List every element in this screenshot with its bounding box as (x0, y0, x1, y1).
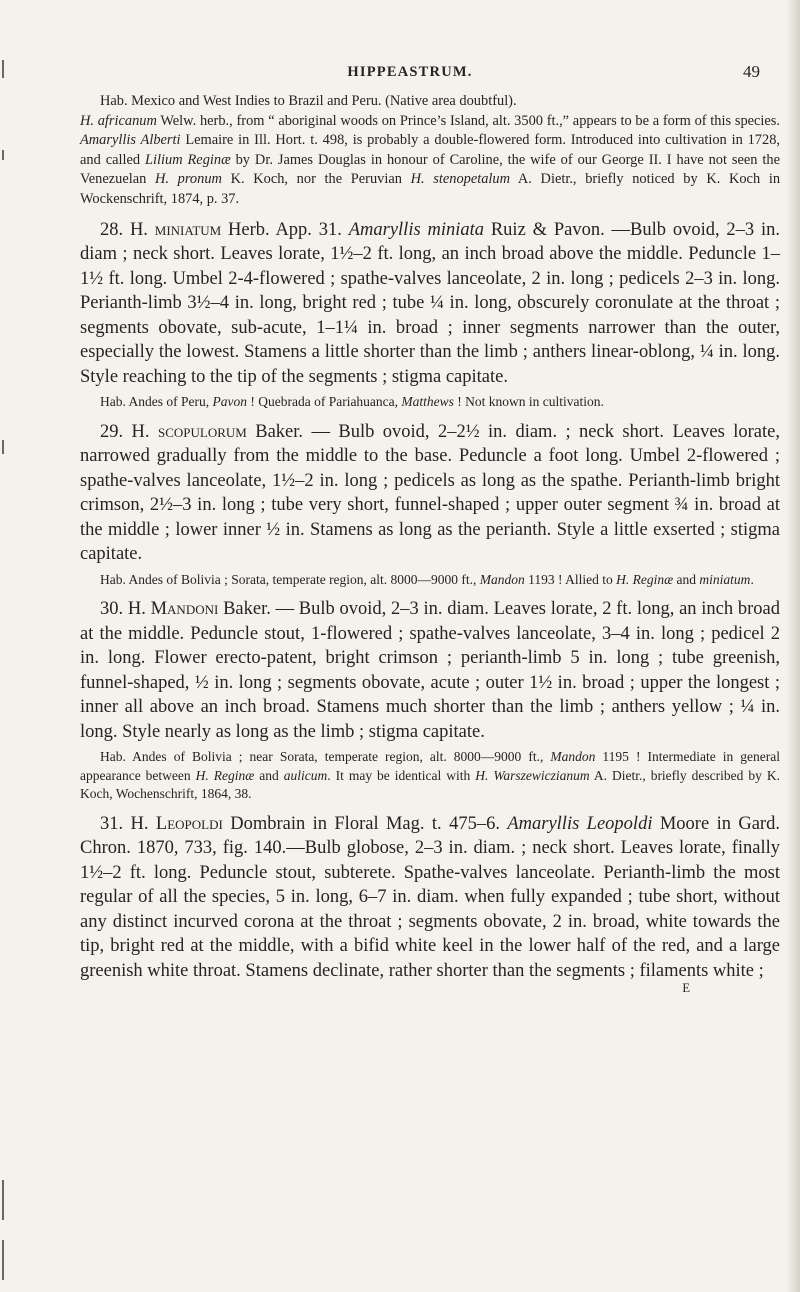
entry-28-synonym: Amaryllis miniata (348, 219, 485, 240)
entry-31-citation: Dombrain in Floral Mag. t. 475–6. (222, 813, 508, 834)
lilium-text: by Dr. James Douglas in honour of Caroline, the wife of our George II. I have not seen the Venezuelan (80, 151, 781, 188)
africanum-text: Welw. herb., from “ aboriginal woods on Prince’s Island, alt. 3500 ft.,” appears to be a form of this species. (156, 112, 780, 129)
entry-30-hab-text-5: A. Dietr., briefly described by K. Koch, Wochenschrift, 1864, 38. (80, 767, 780, 802)
entry-29-hab-text-3: and (673, 571, 700, 587)
entry-30-ref-1: H. Reginæ (195, 767, 255, 783)
entry-30-hab-text-2: 1195 ! Intermediate in general appearance between (80, 749, 780, 783)
stenopetalum-name: H. stenopetalum (410, 171, 511, 188)
entry-28-collector-2: Matthews (401, 394, 454, 410)
entry-30 (80, 597, 780, 744)
intro-paragraph (80, 92, 780, 210)
entry-29-name: scopulorum (157, 421, 247, 442)
entry-29-habitat (80, 571, 780, 590)
alberti-text: Lemaire in Ill. Hort. t. 498, is probably a double-flowered form. Introduced into cultivation in 1728, and called (80, 132, 780, 168)
entry-28-description: Ruiz & Pavon. —Bulb ovoid, 2–3 in. diam ; neck short. Leaves lorate, 1½–2 ft. long, an inch broad above the middle. Peduncle 1–1½ ft. long. Umbel 2-4-flowered ; spathe-valves lanceolate, 2 in. long ; pedicels 2–3 in. long. Perianth-limb 3½–4 in. long, bright red ; tube ¼ in. long, obscurely coronulate at the throat ; segments obovate, sub-acute, 1–1¼ in. broad ; inner segments narrower than the outer, especially the lowest. Stamens a little shorter than the limb ; anthers linear-oblong, ¼ in. long. Style reaching to the tip of the segments ; stigma capitate. (80, 219, 780, 387)
entry-30-hab-text-3: and (254, 767, 284, 783)
pronum-text: K. Koch, nor the Peruvian (221, 171, 411, 188)
entry-29-description: Baker. — Bulb ovoid, 2–2½ in. diam. ; neck short. Leaves lorate, narrowed gradually from the middle to the base. Peduncle a foot long. Umbel 2-flowered ; spathe-valves lanceolate, 1½–2 in. long ; pedicels as long as the spathe. Perianth-limb bright crimson, 2½–3 in. long ; tube very short, funnel-shaped ; upper outer segment ¾ in. broad at the middle ; lower inner ½ in. Stamens as long as the perianth. Style a little exserted ; stigma capitate. (80, 421, 780, 565)
entry-28-habitat (80, 393, 780, 412)
left-margin-marks (0, 0, 10, 1292)
entry-28-hab-text: Hab. Andes of Peru, (100, 394, 213, 410)
entry-29-hab-text-4: . (750, 571, 754, 587)
entry-29-hab-text: Hab. Andes of Bolivia ; Sorata, temperate region, alt. 8000—9000 ft., (100, 571, 480, 587)
entry-31-number: 31. H. (100, 813, 156, 834)
entry-30-number: 30. H. (100, 599, 151, 620)
entry-29-ref-2: miniatum (699, 571, 751, 587)
signature-mark: E (682, 981, 690, 996)
entry-30-ref-3: H. Warszewiczianum (475, 767, 590, 783)
entry-30-habitat (80, 748, 780, 804)
entry-29-ref-1: H. Reginæ (616, 571, 674, 587)
page-text (80, 92, 780, 995)
entry-29-number: 29. H. (100, 421, 158, 442)
entry-30-hab-text: Hab. Andes of Bolivia ; near Sorata, temperate region, alt. 8000—9000 ft., (100, 749, 551, 765)
entry-30-description: Baker. — Bulb ovoid, 2–3 in. diam. Leaves lorate, 2 ft. long, an inch broad at the middle. Peduncle stout, 1-flowered ; spathe-valves lanceolate, 3–4 in. long ; pedicel 2 in. long. Flower erecto-patent, bright crimson ; perianth-limb 5 in. long ; tube greenish, funnel-shaped, ½ in. long ; segments obovate, acute ; outer 1½ in. broad ; upper the longest ; inner all above an inch broad. Stamens much shorter than the limb ; anthers yellow ; ¼ in. long. Style nearly as long as the limb ; stigma capitate. (80, 599, 780, 742)
lilium-name: Lilium Reginæ (145, 151, 231, 168)
entry-28-hab-text-2: ! Quebrada of Pariahuanca, (246, 394, 402, 410)
entry-29-hab-text-2: 1193 ! Allied to (524, 571, 617, 587)
entry-31-name: Leopoldi (155, 813, 223, 834)
entry-29-collector: Mandon (479, 571, 525, 587)
entry-31 (80, 812, 780, 984)
intro-habitat: Hab. Mexico and West Indies to Brazil and Peru. (Native area doubtful). (100, 93, 517, 109)
pronum-name: H. pronum (155, 171, 222, 188)
entry-31-synonym: Amaryllis Leopoldi (507, 813, 653, 834)
running-head: HIPPEASTRUM. (347, 64, 473, 80)
entry-30-collector: Mandon (550, 749, 596, 765)
entry-28-collector-1: Pavon (212, 394, 247, 410)
alberti-name: Amaryllis Alberti (80, 132, 181, 149)
page-edge-shadow (786, 0, 800, 1292)
africanum-name: H. africanum (80, 112, 157, 129)
entry-29 (80, 420, 780, 567)
entry-28-name: miniatum (154, 219, 222, 240)
entry-30-name: Mandoni (150, 599, 219, 620)
entry-30-ref-2: aulicum (283, 767, 328, 783)
entry-31-description: Moore in Gard. Chron. 1870, 733, fig. 140.—Bulb globose, 2–3 in. diam. ; neck short. Leaves lorate, finally 1½–2 ft. long. Peduncle stout, subterete. Spathe-valves lanceolate. Perianth-limb the most regular of all the species, 5 in. long, 6–7 in. diam. when fully expanded ; tube short, without any distinct incurved corona at the throat ; segments obovate, 2 in. broad, white towards the tip, bright red at the middle, with a bifid white keel in the lower half of the red, and a large greenish white throat. Stamens declinate, rather shorter than the segments ; filaments white ; (80, 813, 780, 981)
page-number: 49 (743, 62, 760, 81)
entry-28-number: 28. H. (100, 219, 155, 240)
entry-28 (80, 218, 780, 390)
stenopetalum-text: A. Dietr., briefly noticed by K. Koch in Wockenschrift, 1874, p. 37. (80, 171, 781, 207)
page-header (60, 64, 760, 86)
entry-28-citation: Herb. App. 31. (221, 219, 349, 240)
entry-28-hab-text-3: ! Not known in cultivation. (453, 394, 604, 410)
entry-30-hab-text-4: . It may be identical with (327, 767, 476, 783)
